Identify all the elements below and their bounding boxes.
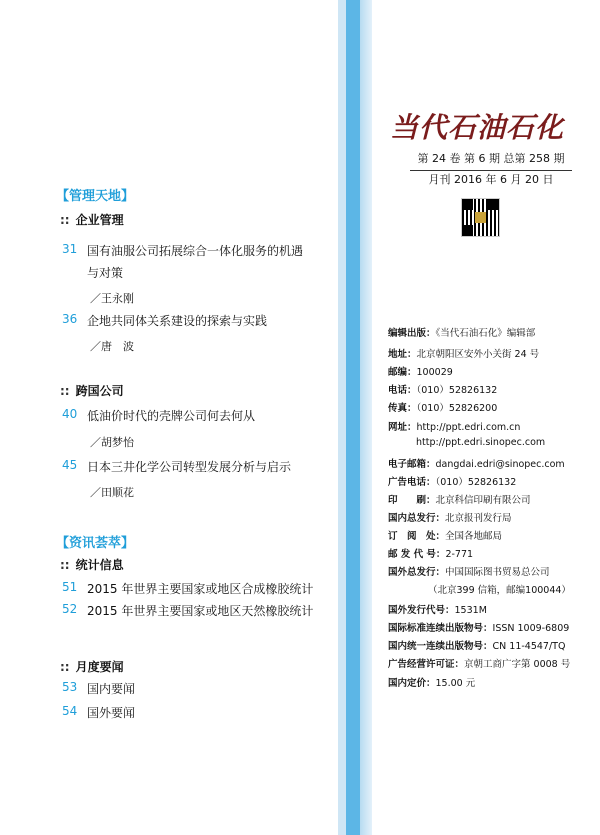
info-key: 国外发行代号： [388, 605, 455, 616]
info-row [416, 437, 545, 448]
entry-title[interactable]: 日本三井化学公司转型发展分析与启示 [87, 460, 292, 474]
info-key: 网址： [388, 422, 417, 433]
info-key: 广告电话： [388, 477, 436, 488]
info-key: 国内定价： [388, 678, 436, 689]
info-value: 北京朝阳区安外小关街 24 号 [416, 349, 540, 360]
entry-author: ／胡梦怡 [90, 436, 134, 449]
info-row [388, 474, 516, 488]
info-value: CN 11-4547/TQ [492, 641, 566, 652]
entry-page-number[interactable]: 51 [62, 580, 78, 594]
info-row [388, 400, 497, 414]
entry-page-number[interactable]: 40 [62, 407, 78, 421]
group-title [60, 382, 124, 399]
group-label: 月度要闻 [75, 660, 124, 674]
entry-page-number[interactable]: 36 [62, 312, 78, 326]
info-row [388, 419, 520, 433]
info-key: 广告经营许可证： [388, 659, 465, 670]
group-label: 跨国公司 [75, 384, 124, 398]
entry-author: ／王永刚 [90, 292, 134, 305]
info-value: 1531M [454, 605, 487, 616]
info-value: dangdai.edri@sinopec.com [435, 459, 565, 470]
entry-page-number[interactable]: 31 [62, 242, 78, 256]
info-key: 地址： [388, 349, 417, 360]
info-key: 电话： [388, 385, 417, 396]
info-value: （北京399 信箱，邮编100044） [428, 585, 571, 596]
info-value: 《当代石油石化》编辑部 [435, 328, 536, 339]
info-row [388, 620, 569, 634]
info-row [388, 382, 497, 396]
info-row [388, 546, 473, 560]
entry-title[interactable]: 2015 年世界主要国家或地区天然橡胶统计 [87, 604, 314, 618]
info-value: 北京报刊发行局 [445, 513, 512, 524]
entry-author: ／唐 波 [90, 340, 134, 353]
entry-title[interactable]: 国有油服公司拓展综合一体化服务的机遇 [87, 244, 304, 258]
info-value: 2-771 [445, 549, 474, 560]
info-value: 100029 [416, 367, 453, 378]
section-title: 【管理天地】 [56, 189, 135, 204]
entry-author: ／田顺花 [90, 486, 134, 499]
group-title [60, 211, 124, 228]
group-title [60, 658, 124, 675]
info-row [388, 456, 565, 470]
group-title [60, 556, 124, 573]
group-label: 统计信息 [75, 558, 124, 572]
entry-title[interactable]: 与对策 [87, 266, 124, 280]
info-row [388, 492, 531, 506]
info-row [388, 638, 565, 652]
info-value: （010）52826132 [435, 477, 517, 488]
entry-title[interactable]: 低油价时代的壳牌公司何去何从 [87, 409, 256, 423]
section-title: 【资讯荟萃】 [56, 536, 135, 551]
info-row [388, 346, 539, 360]
group-marker: :: [60, 660, 70, 674]
entry-page-number[interactable]: 45 [62, 458, 78, 472]
group-label: 企业管理 [75, 213, 124, 227]
info-key: 传真： [388, 403, 417, 414]
info-key: 电子邮箱： [388, 459, 436, 470]
info-row [388, 602, 487, 616]
info-row [428, 582, 571, 596]
info-row [388, 656, 570, 670]
info-row [388, 675, 475, 689]
entry-title[interactable]: 国外要闻 [87, 706, 136, 720]
info-value: 中国国际图书贸易总公司 [445, 567, 550, 578]
info-key: 邮 发 代 号： [388, 549, 446, 560]
group-marker: :: [60, 384, 70, 398]
qr-code-icon [461, 198, 500, 237]
info-key: 国际标准连续出版物号： [388, 623, 493, 634]
info-value[interactable]: http://ppt.edri.com.cn [416, 422, 521, 433]
info-value: 全国各地邮局 [445, 531, 503, 542]
issue-number: 第 24 卷 第 6 期 总第 258 期 [410, 150, 572, 171]
info-key: 国内总发行： [388, 513, 446, 524]
entry-title[interactable]: 国内要闻 [87, 682, 136, 696]
info-value: ISSN 1009-6809 [492, 623, 570, 634]
entry-page-number[interactable]: 54 [62, 704, 78, 718]
info-value: 北京科信印刷有限公司 [435, 495, 531, 506]
info-value: 15.00 元 [435, 678, 476, 689]
info-key: 印 刷： [388, 495, 436, 506]
info-value: 京朝工商广字第 0008 号 [464, 659, 571, 670]
info-value: （010）52826200 [416, 403, 498, 414]
info-row [388, 325, 535, 339]
publication-date: 月刊 2016 年 6 月 20 日 [428, 173, 554, 186]
entry-page-number[interactable]: 53 [62, 680, 78, 694]
group-marker: :: [60, 213, 70, 227]
info-key: 订 阅 处： [388, 531, 446, 542]
info-value[interactable]: http://ppt.edri.sinopec.com [416, 437, 546, 448]
journal-title: 当代石油石化 [390, 111, 565, 144]
info-row [388, 364, 453, 378]
info-row [388, 528, 502, 542]
decorative-blue-band [338, 0, 372, 835]
info-key: 编辑出版： [388, 328, 436, 339]
info-key: 国外总发行： [388, 567, 446, 578]
info-value: （010）52826132 [416, 385, 498, 396]
info-key: 国内统一连续出版物号： [388, 641, 493, 652]
entry-title[interactable]: 2015 年世界主要国家或地区合成橡胶统计 [87, 582, 314, 596]
info-key: 邮编： [388, 367, 417, 378]
group-marker: :: [60, 558, 70, 572]
entry-title[interactable]: 企地共同体关系建设的探索与实践 [87, 314, 268, 328]
info-row [388, 510, 512, 524]
info-row [388, 564, 550, 578]
entry-page-number[interactable]: 52 [62, 602, 78, 616]
